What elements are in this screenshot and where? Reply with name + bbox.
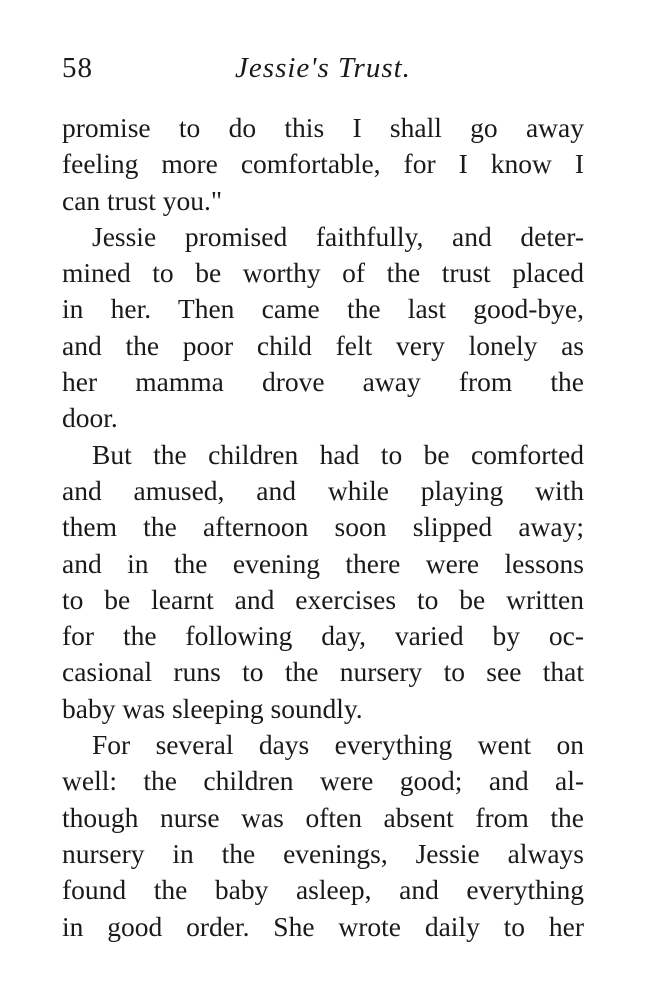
text-line: casional runs to the nursery to see that (62, 656, 584, 688)
text-line: found the baby asleep, and everything (62, 874, 584, 906)
text-line: door. (62, 402, 118, 434)
text-line: in her. Then came the last good-bye, (62, 293, 584, 325)
text-line: though nurse was often absent from the (62, 801, 584, 833)
page-number: 58 (62, 52, 93, 84)
text-line: in good order. She wrote daily to her (62, 910, 584, 942)
text-line: to be learnt and exercises to be written (62, 583, 584, 615)
text-line: But the children had to be comforted (92, 438, 584, 470)
text-line: can trust you." (62, 184, 223, 216)
text-line: them the afternoon soon slipped away; (62, 511, 584, 543)
text-line: baby was sleeping soundly. (62, 692, 363, 724)
text-line: promise to do this I shall go away (62, 112, 584, 143)
text-line: feeling more comfortable, for I know I (62, 148, 584, 180)
running-title: Jessie's Trust. (235, 52, 411, 84)
text-line: her mamma drove away from the (62, 366, 584, 398)
text-line: Jessie promised faithfully, and deter- (92, 220, 584, 252)
text-line: and amused, and while playing with (62, 474, 584, 506)
text-line: nursery in the evenings, Jessie always (62, 837, 584, 869)
text-line: and in the evening there were lessons (62, 547, 584, 579)
body-text (62, 110, 584, 945)
text-line: and the poor child felt very lonely as (62, 329, 584, 361)
text-line: well: the children were good; and al- (62, 765, 584, 797)
text-line: For several days everything went on (92, 729, 584, 761)
text-line: mined to be worthy of the trust placed (62, 257, 584, 289)
text-line: for the following day, varied by oc- (62, 620, 584, 652)
running-head (62, 52, 584, 96)
